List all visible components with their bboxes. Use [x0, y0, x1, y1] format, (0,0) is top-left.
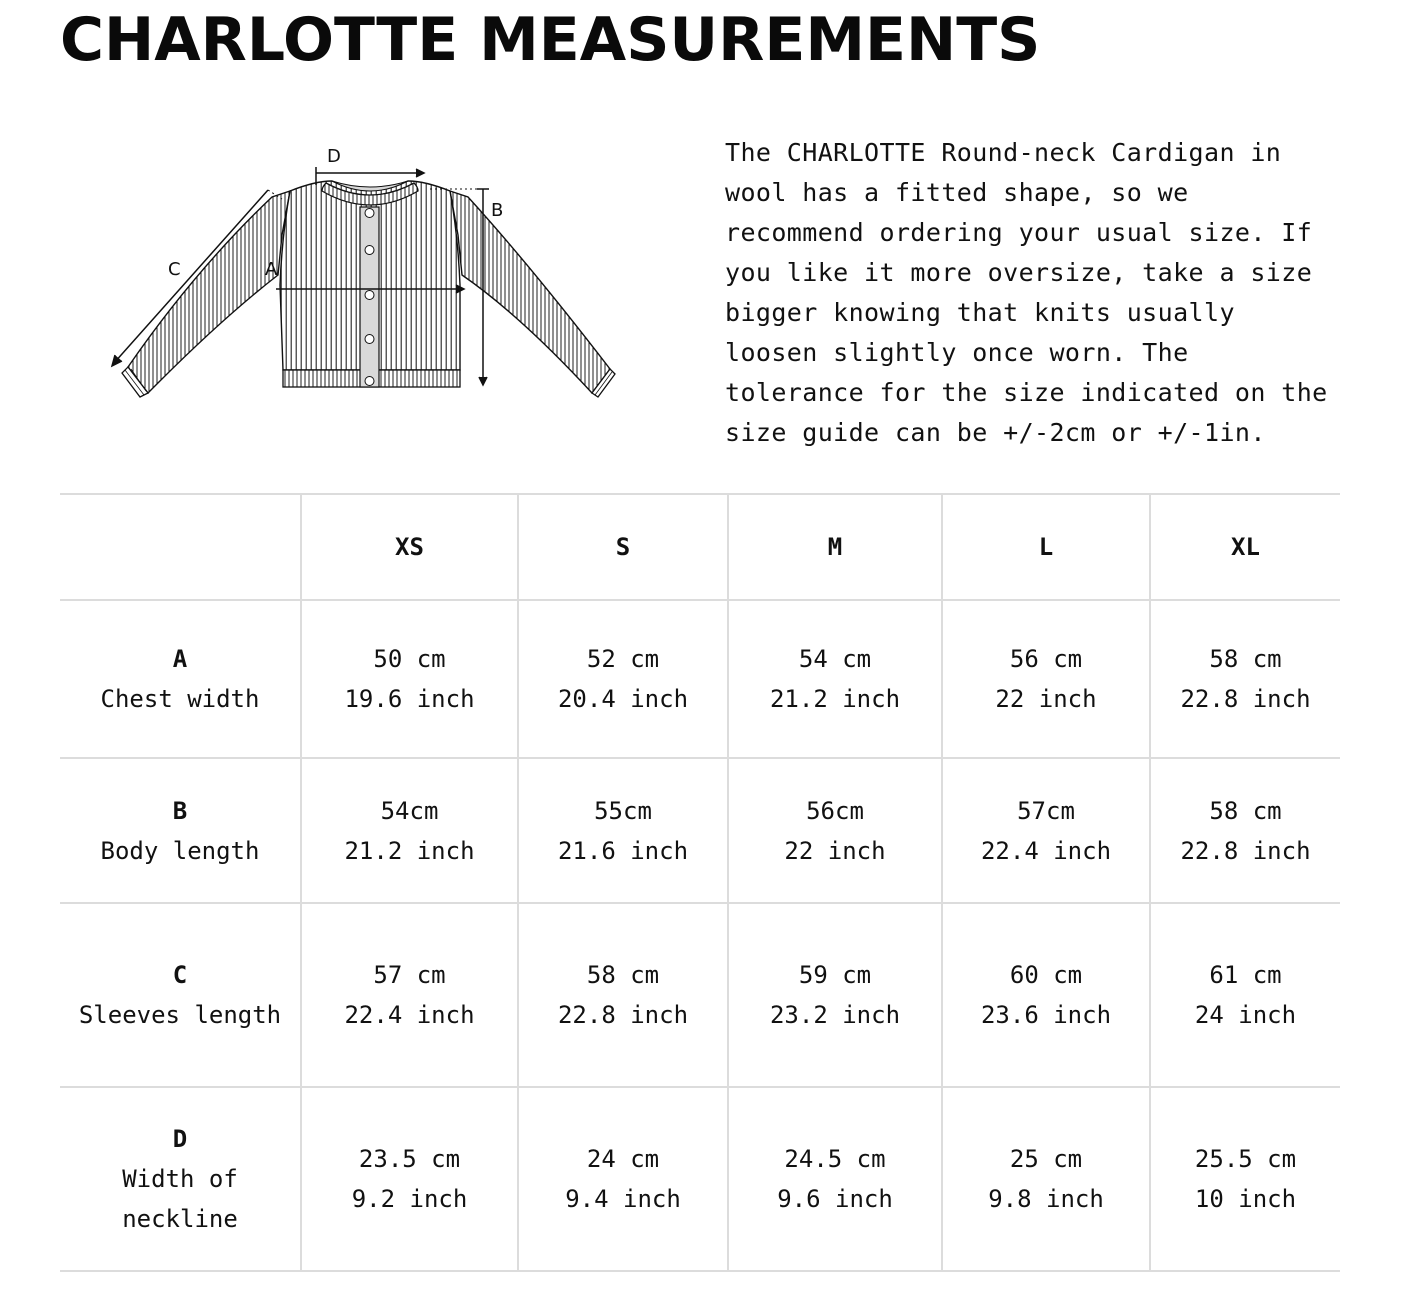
size-header-xs: XS	[301, 494, 518, 600]
value-cm: 61 cm	[1209, 961, 1282, 989]
value-cm: 52 cm	[586, 645, 660, 673]
row-label	[60, 758, 301, 903]
size-header-m: M	[728, 494, 942, 600]
table-cell	[942, 903, 1150, 1087]
value-cm: 55cm	[594, 796, 652, 825]
value-inch: 22 inch	[784, 836, 886, 865]
value-cm: 60 cm	[1009, 961, 1083, 989]
size-header-l: L	[942, 494, 1150, 600]
table-cell	[301, 903, 518, 1087]
value-inch: 23.2 inch	[769, 1001, 901, 1029]
table-row	[60, 600, 1340, 758]
size-header-row	[60, 494, 1340, 600]
value-cm: 25.5 cm	[1194, 1145, 1297, 1173]
page-title: CHARLOTTE MEASUREMENTS	[60, 5, 1041, 75]
value-cm: 57 cm	[373, 961, 446, 989]
value-cm: 58 cm	[586, 961, 660, 989]
table-cell	[1150, 600, 1340, 758]
row-name: Width of neckline	[122, 1165, 238, 1233]
value-inch: 20.4 inch	[557, 685, 689, 713]
cardigan-diagram	[100, 135, 625, 410]
label-b: B	[491, 200, 504, 221]
value-inch: 21.6 inch	[557, 836, 689, 865]
table-cell	[728, 758, 942, 903]
row-label	[60, 903, 301, 1087]
value-inch: 21.2 inch	[344, 836, 475, 865]
table-cell	[728, 1087, 942, 1271]
value-cm: 56 cm	[1009, 645, 1083, 673]
row-name: Body length	[100, 836, 260, 865]
value-inch: 22.8 inch	[557, 1001, 689, 1029]
table-row	[60, 903, 1340, 1087]
table-cell	[518, 903, 728, 1087]
table-cell	[301, 758, 518, 903]
table-cell	[728, 600, 942, 758]
table-cell	[518, 1087, 728, 1271]
value-cm: 58 cm	[1209, 645, 1282, 673]
value-cm: 57cm	[1017, 796, 1075, 825]
value-inch: 22.8 inch	[1180, 685, 1311, 713]
row-letter: C	[172, 961, 188, 989]
value-cm: 54 cm	[798, 645, 872, 673]
value-inch: 9.6 inch	[777, 1185, 893, 1213]
row-name: Chest width	[100, 685, 260, 713]
table-cell	[942, 600, 1150, 758]
value-inch: 22.4 inch	[344, 1001, 475, 1029]
fit-description: The CHARLOTTE Round-neck Cardigan in wool has a fitted shape, so we recommend ordering your usual size. If you like it more oversize, take a size bigger knowing that knits usually loosen slightly once worn. The tolerance for the size indicated on the size guide can be +/-2cm or +/-1in.	[725, 138, 1328, 447]
value-inch: 22 inch	[995, 685, 1097, 713]
value-inch: 22.8 inch	[1180, 836, 1311, 865]
value-cm: 50 cm	[373, 645, 446, 673]
table-row	[60, 1087, 1340, 1271]
value-inch: 23.6 inch	[980, 1001, 1112, 1029]
row-label	[60, 1087, 301, 1271]
row-label	[60, 600, 301, 758]
value-cm: 59 cm	[798, 961, 872, 989]
row-letter: D	[172, 1125, 188, 1153]
value-cm: 24 cm	[586, 1145, 660, 1173]
table-cell	[518, 600, 728, 758]
value-inch: 9.8 inch	[988, 1185, 1104, 1213]
row-letter: B	[172, 796, 188, 825]
table-cell	[728, 903, 942, 1087]
label-d: D	[327, 146, 341, 167]
value-inch: 19.6 inch	[344, 685, 475, 713]
size-header-s: S	[518, 494, 728, 600]
table-cell	[1150, 903, 1340, 1087]
value-cm: 58 cm	[1209, 796, 1282, 825]
table-cell	[518, 758, 728, 903]
table-cell	[942, 758, 1150, 903]
value-cm: 54cm	[380, 796, 439, 825]
value-cm: 56cm	[806, 796, 864, 825]
value-cm: 23.5 cm	[358, 1145, 461, 1173]
label-c: C	[168, 259, 181, 280]
corner-cell	[60, 494, 301, 600]
row-letter: A	[172, 645, 188, 673]
value-cm: 24.5 cm	[784, 1145, 886, 1173]
value-inch: 22.4 inch	[980, 836, 1112, 865]
value-inch: 9.4 inch	[565, 1185, 681, 1213]
row-name: Sleeves length	[78, 1001, 282, 1029]
table-cell	[301, 1087, 518, 1271]
value-cm: 25 cm	[1009, 1145, 1083, 1173]
value-inch: 10 inch	[1194, 1185, 1297, 1213]
table-cell	[1150, 1087, 1340, 1271]
label-a: A	[265, 259, 278, 280]
size-table	[60, 493, 1340, 1272]
table-cell	[942, 1087, 1150, 1271]
value-inch: 9.2 inch	[351, 1185, 468, 1213]
value-inch: 21.2 inch	[769, 685, 901, 713]
value-inch: 24 inch	[1194, 1001, 1297, 1029]
size-header-xl: XL	[1150, 494, 1340, 600]
table-row	[60, 758, 1340, 903]
table-cell	[1150, 758, 1340, 903]
table-cell	[301, 600, 518, 758]
